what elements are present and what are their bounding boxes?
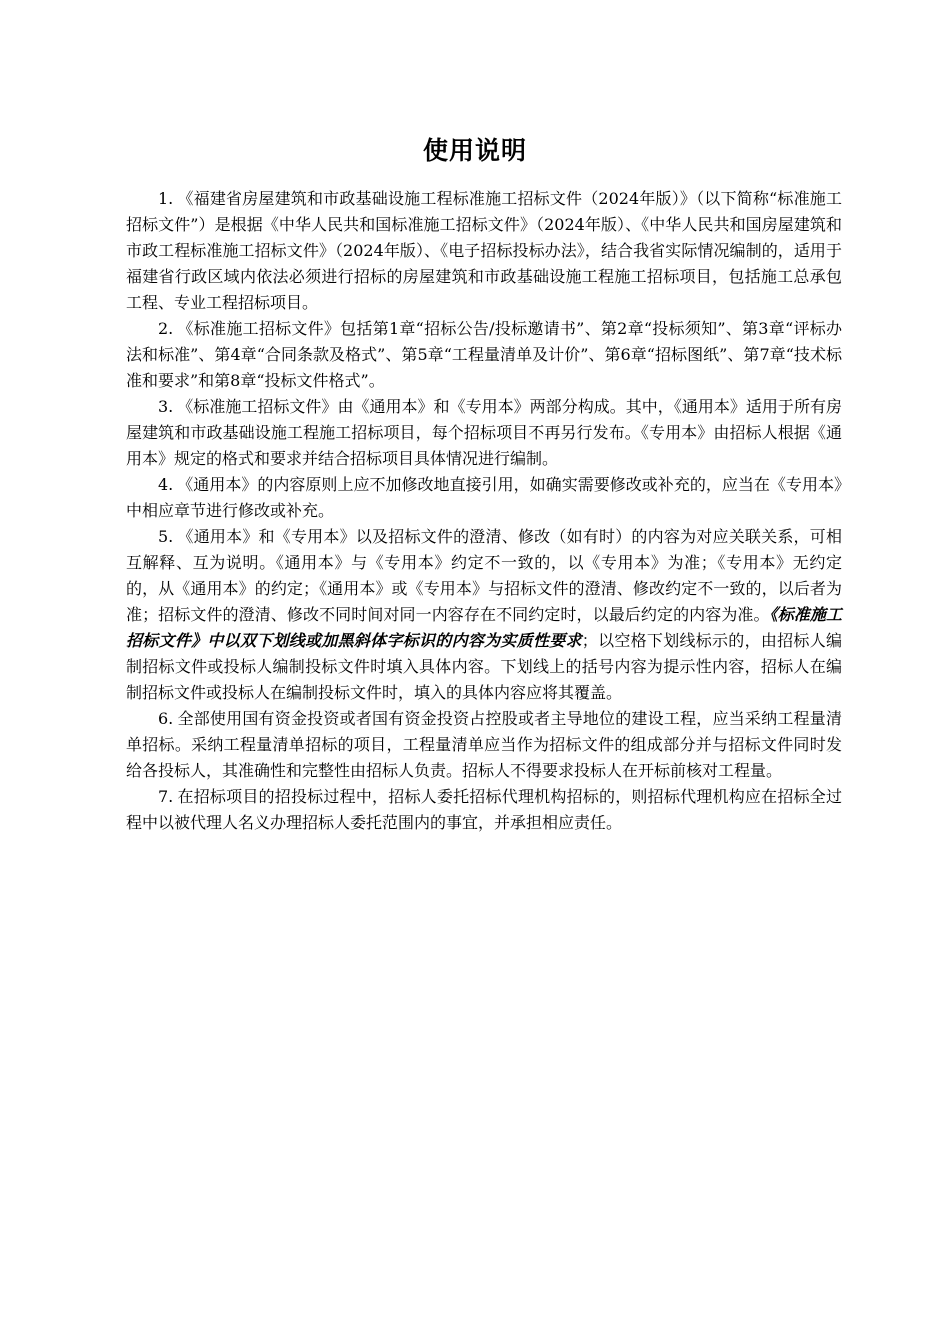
paragraph-2	[126, 316, 842, 394]
paragraph-number: 5.	[158, 527, 174, 546]
paragraph-6	[126, 706, 842, 784]
paragraph-number: 3.	[158, 397, 174, 416]
paragraph-1	[126, 186, 842, 316]
paragraph-number: 4.	[158, 475, 174, 494]
paragraph-text-continued: ；以空格下划线标示的，由招标人编制招标文件或投标人编制投标文件时填入具体内容。下划线上的括号内容为提示性内容，招标人在编制招标文件或投标人在编制投标文件时，填入的具体内容应将其覆盖。	[126, 631, 842, 702]
paragraph-text: 全部使用国有资金投资或者国有资金投资占控股或者主导地位的建设工程，应当采纳工程量清单招标。采纳工程量清单招标的项目，工程量清单应当作为招标文件的组成部分并与招标文件同时发给各投标人，其准确性和完整性由招标人负责。招标人不得要求投标人在开标前核对工程量。	[126, 709, 842, 780]
document-body	[126, 186, 842, 836]
paragraph-3	[126, 394, 842, 472]
paragraph-number: 7.	[158, 787, 174, 806]
paragraph-text: 《通用本》的内容原则上应不加修改地直接引用，如确实需要修改或补充的，应当在《专用本》中相应章节进行修改或补充。	[126, 475, 842, 520]
paragraph-7	[126, 784, 842, 836]
paragraph-text: 《通用本》和《专用本》以及招标文件的澄清、修改（如有时）的内容为对应关联关系，可相互解释、互为说明。《通用本》与《专用本》约定不一致的，以《专用本》为准；《专用本》无约定的，从《通用本》的约定；《通用本》或《专用本》与招标文件的澄清、修改约定不一致的，以后者为准；招标文件的澄清、修改不同时间对同一内容存在不同约定时，以最后约定的内容为准。	[126, 527, 842, 624]
paragraph-text: 《标准施工招标文件》由《通用本》和《专用本》两部分构成。其中，《通用本》适用于所有房屋建筑和市政基础设施工程施工招标项目，每个招标项目不再另行发布。《专用本》由招标人根据《通用本》规定的格式和要求并结合招标项目具体情况进行编制。	[126, 397, 842, 468]
paragraph-number: 2.	[158, 319, 174, 338]
substantive-requirement-emphasis: 《标准施工招标文件》中以双下划线或加黑斜体字标识的内容为实质性要求	[126, 605, 842, 650]
paragraph-number: 1.	[158, 189, 174, 208]
paragraph-number: 6.	[158, 709, 174, 728]
paragraph-5	[126, 524, 842, 706]
paragraph-text: 在招标项目的招投标过程中，招标人委托招标代理机构招标的，则招标代理机构应在招标全过程中以被代理人名义办理招标人委托范围内的事宜，并承担相应责任。	[126, 787, 842, 832]
page-title: 使用说明	[422, 136, 527, 165]
paragraph-4	[126, 472, 842, 524]
paragraph-text: 《标准施工招标文件》包括第1章“招标公告/投标邀请书”、第2章“投标须知”、第3章“评标办法和标准”、第4章“合同条款及格式”、第5章“工程量清单及计价”、第6章“招标图纸”、第7章“技术标准和要求”和第8章“投标文件格式”。	[126, 319, 842, 390]
paragraph-text: 《福建省房屋建筑和市政基础设施工程标准施工招标文件（2024年版）》（以下简称“标准施工招标文件”）是根据《中华人民共和国标准施工招标文件》（2024年版）、《中华人民共和国房屋建筑和市政工程标准施工招标文件》（2024年版）、《电子招标投标办法》，结合我省实际情况编制的，适用于福建省行政区域内依法必须进行招标的房屋建筑和市政基础设施工程施工招标项目，包括施工总承包工程、专业工程招标项目。	[126, 189, 842, 312]
